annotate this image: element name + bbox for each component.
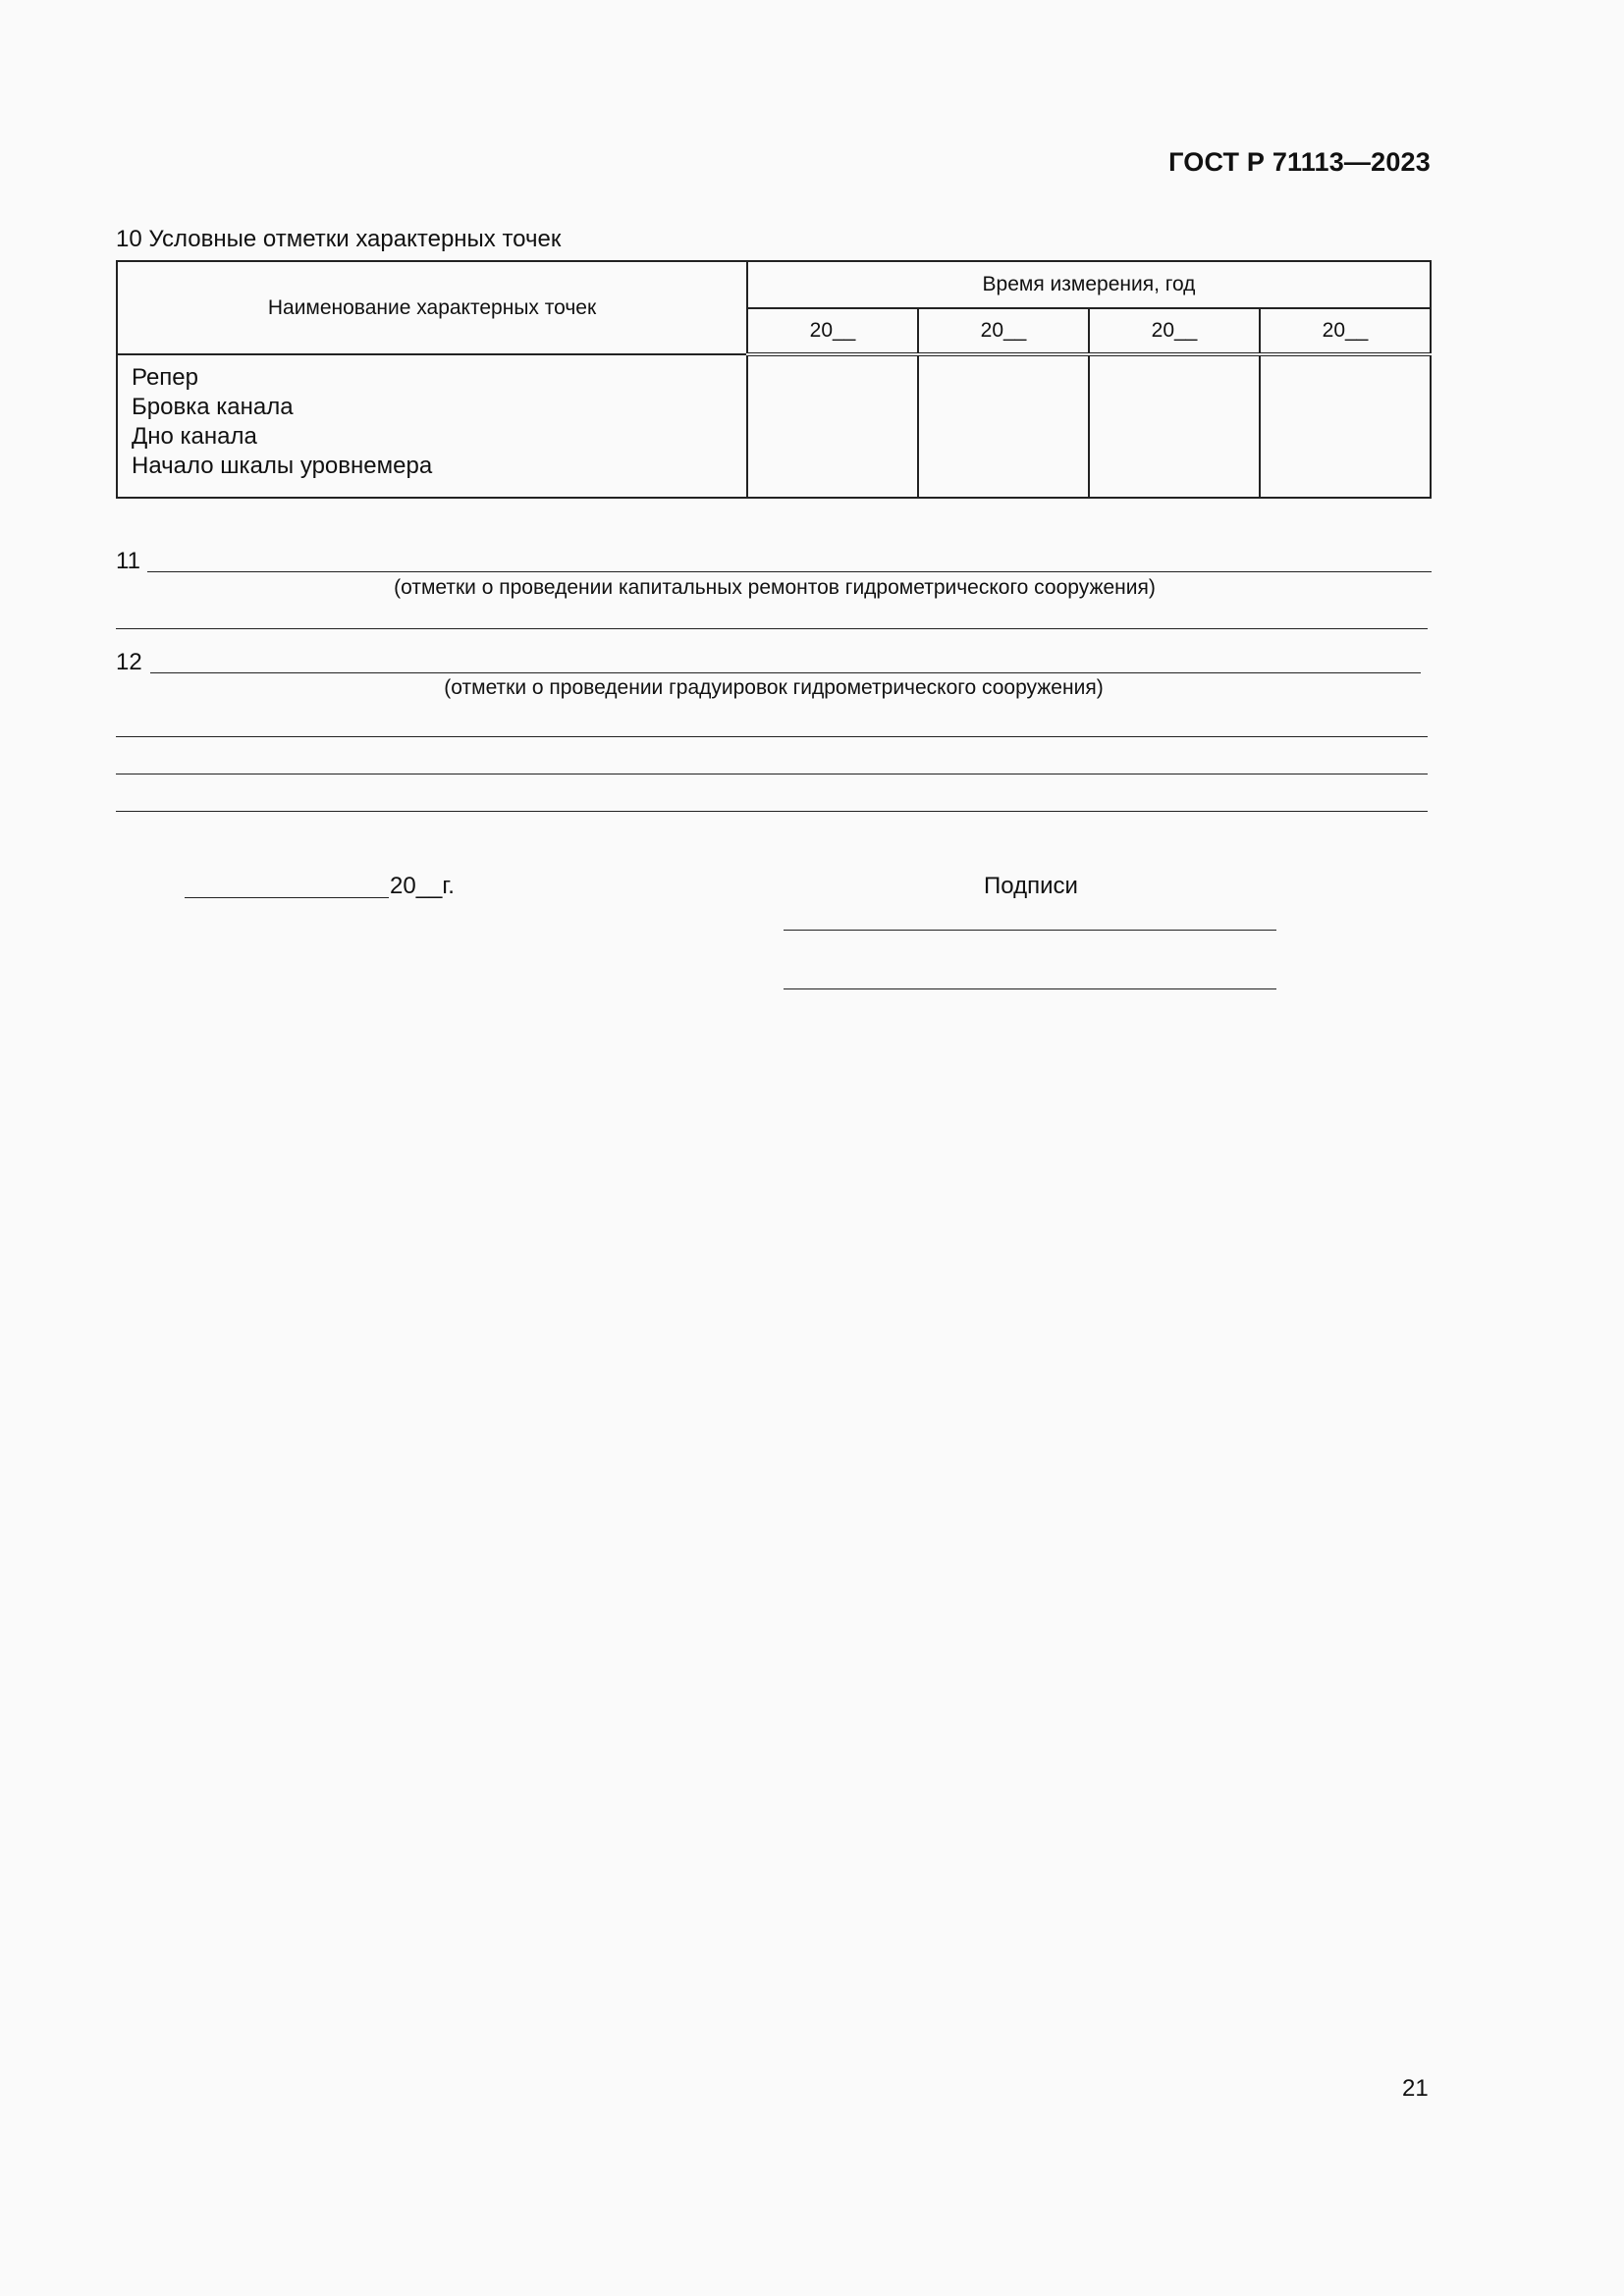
document-code: ГОСТ Р 71113—2023 [1168,147,1431,177]
value-cell[interactable] [1089,354,1260,498]
section-10-title: 10 Условные отметки характерных точек [116,226,562,252]
section-12-number: 12 [116,649,142,675]
point-name: Бровка канала [132,394,294,420]
section-11-number: 11 [116,548,140,574]
section-11-caption: (отметки о проведении капитальных ремонтов гидрометрического сооружения) [394,576,1156,599]
section-12-fill-line[interactable] [150,672,1421,673]
section-12-caption: (отметки о проведении градуировок гидрометрического сооружения) [444,676,1104,699]
year-header-cell: 20__ [747,308,918,354]
value-cell[interactable] [918,354,1089,498]
year-header-cell: 20__ [1260,308,1431,354]
value-cell[interactable] [747,354,918,498]
point-name: Репер [132,364,198,391]
point-names-cell [117,354,747,498]
characteristic-points-table [116,260,1432,499]
signatures-label: Подписи [984,873,1078,899]
signature-line[interactable] [784,988,1276,989]
point-name: Начало шкалы уровнемера [132,453,433,479]
section-11-fill-line[interactable] [147,571,1432,572]
section-12-extra-line[interactable] [116,811,1428,812]
signature-line[interactable] [784,930,1276,931]
col-header-point-name: Наименование характерных точек [117,261,747,354]
year-header-cell: 20__ [918,308,1089,354]
section-11-extra-line[interactable] [116,628,1428,629]
value-cell[interactable] [1260,354,1431,498]
date-fill-line[interactable] [185,897,389,898]
page-number: 21 [1402,2075,1429,2102]
year-header-cell: 20__ [1089,308,1260,354]
point-name: Дно канала [132,423,257,450]
col-header-measurement-time: Время измерения, год [747,261,1431,308]
section-12-extra-line[interactable] [116,736,1428,737]
date-year-text: 20__г. [390,873,455,899]
